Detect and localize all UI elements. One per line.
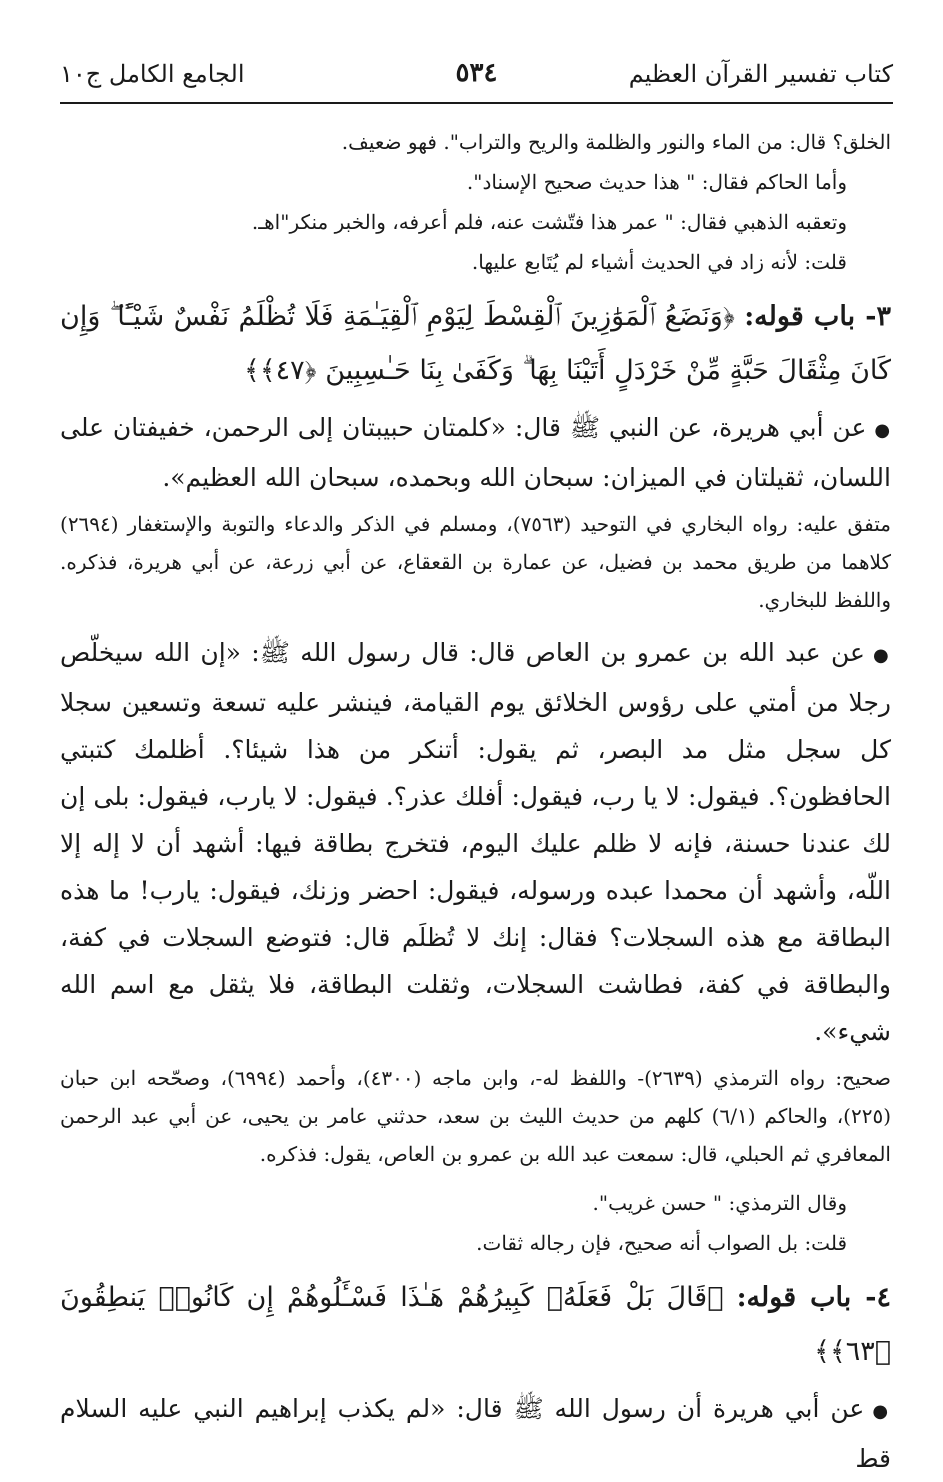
quran-verse: ﴿قَالَ بَلْ فَعَلَهُۥ كَبِيرُهُمْ هَـٰذَا فَسْـَٔلُوهُمْ إِن كَانُوا۟ يَنطِقُونَ ﴿٦٣﴾﴾ [60,1282,891,1367]
chapter-heading-3 [60,290,891,398]
hadith-text: عن أبي هريرة، عن النبي ﷺ قال: «كلمتان حبيبتان إلى الرحمن، خفيفتان على اللسان، ثقيلتان في الميزان: سبحان الله وبحمده، سبحان الله العظيم». [60,413,891,492]
chapter-label: ٣- باب قوله: [744,301,891,332]
series-title: الجامع الكامل ج١٠ [60,60,245,88]
book-title: كتاب تفسير القرآن العظيم [628,60,893,88]
page-header [60,56,893,100]
chapter-heading-4 [60,1271,891,1379]
takhrij-note: صحيح: رواه الترمذي (٢٦٣٩)- واللفظ له-، وابن ماجه (٤٣٠٠)، وأحمد (٦٩٩٤)، وصحّحه ابن حبان (٢٢٥)، والحاكم (٦/١) كلهم من حديث الليث بن سعد، حدثني عامر بن يحيى، عن أبي عبد الرحمن المعافري ثم الحبلي، قال: سمعت عبد الله بن عمرو بن العاص، يقول: فذكره. [60,1066,892,1166]
paragraph-hakim: وأما الحاكم فقال: " هذا حديث صحيح الإسناد". [466,170,847,194]
hadith-block [60,404,891,501]
bullet-icon: ● [872,645,891,666]
header-divider [60,102,893,104]
takhrij-note: متفق عليه: رواه البخاري في التوحيد (٧٥٦٣)، ومسلم في الذكر والدعاء والتوبة والإستغفار (٢٦٩٤) كلاهما من طريق محمد بن فضيل، عن عمارة بن القعقاع، عن أبي زرعة، عن أبي هريرة، فذكره. واللفظ للبخاري. [60,512,891,612]
paragraph-tirmidhi: وقال الترمذي: " حسن غريب". [592,1191,847,1215]
hadith-block [60,629,891,1055]
paragraph-comment: قلت: لأنه زاد في الحديث أشياء لم يُتَابع عليها. [471,250,847,274]
bullet-icon: ● [874,420,891,441]
paragraph-intro: الخلق؟ قال: من الماء والنور والظلمة والريح والتراب". فهو ضعيف. [341,130,891,154]
hadith-text: عن أبي هريرة أن رسول الله ﷺ قال: «لم يكذب إبراهيم النبي عليه السلام قط [60,1394,891,1473]
paragraph-dhahabi: وتعقبه الذهبي فقال: " عمر هذا فتّشت عنه، فلم أعرفه، والخبر منكر"اهـ. [251,210,847,234]
hadith-block [60,1385,891,1482]
paragraph-comment: قلت: بل الصواب أنه صحيح، فإن رجاله ثقات. [476,1231,847,1255]
page-body [60,122,891,1482]
hadith-text: عن عبد الله بن عمرو بن العاص قال: قال رسول الله ﷺ: «إن الله سيخلّص رجلا من أمتي على رؤوس الخلائق يوم القيامة، فينشر عليه تسعة وتسعين سجلا كل سجل مثل مد البصر، ثم يقول: أتنكر من هذا شيئا؟. أظلمك كتبتي الحافظون؟. فيقول: لا يا رب، فيقول: أفلك عذر؟. فيقول: لا يارب، فيقول: بلى إن لك عندنا حسنة، فإنه لا ظلم عليك اليوم، فتخرج بطاقة فيها: أشهد أن لا إله إلا اللّه، وأشهد أن محمدا عبده ورسوله، فيقول: احضر وزنك، فيقول: يارب! ما هذه البطاقة مع هذه السجلات؟ فقال: إنك لا تُظلَم قال: فتوضع السجلات في كفة، والبطاقة في كفة، فطاشت السجلات، وثقلت البطاقة، فلا يثقل مع اسم الله شيء». [60,638,891,1046]
chapter-label: ٤- باب قوله: [736,1282,891,1313]
quran-verse: ﴿وَنَضَعُ ٱلْمَوَٰزِينَ ٱلْقِسْطَ لِيَوْمِ ٱلْقِيَـٰمَةِ فَلَا تُظْلَمُ نَفْسٌ شَيْـًٔا ۖ وَإِن كَانَ مِثْقَالَ حَبَّةٍ مِّنْ خَرْدَلٍ أَتَيْنَا بِهَا ۗ وَكَفَىٰ بِنَا حَـٰسِبِينَ ﴿٤٧﴾﴾ [60,301,891,386]
page-number: ٥٣٤ [455,58,498,88]
bullet-icon: ● [872,1401,891,1422]
